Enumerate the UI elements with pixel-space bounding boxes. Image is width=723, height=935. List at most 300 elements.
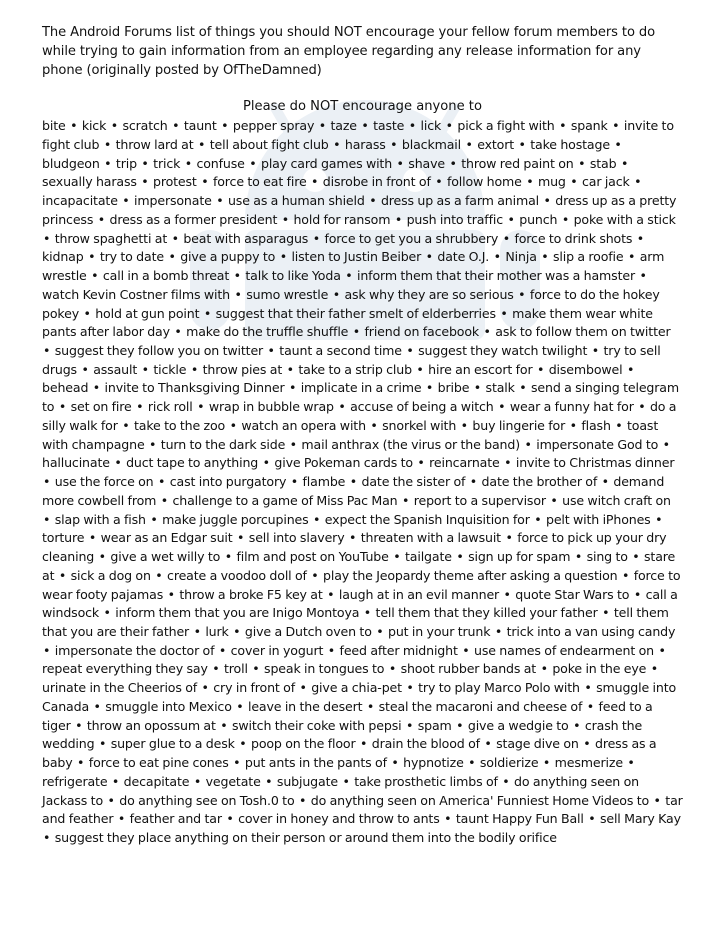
list-item: give a Dutch oven to	[244, 624, 372, 640]
list-item: invite to fight club	[42, 118, 674, 152]
bullet-separator: •	[633, 586, 642, 602]
list-item: spam	[417, 717, 452, 733]
list-item: film and post on YouTube	[236, 549, 389, 565]
list-item: feather and tar	[129, 811, 222, 827]
list-item: sell Mary Kay	[599, 811, 681, 827]
bullet-separator: •	[401, 492, 410, 508]
bullet-separator: •	[405, 717, 414, 733]
bullet-separator: •	[93, 698, 101, 714]
list-item: smuggle into Canada	[42, 680, 677, 714]
list-item: switch their coke with pepsi	[231, 717, 402, 733]
bullet-separator: •	[43, 230, 51, 246]
list-item: listen to Justin Beiber	[291, 249, 422, 265]
intro-paragraph: The Android Forums list of things you should NOT encourage your fellow forum members to do while trying to gain information from an employee regarding any release information for any phone (originally posted by OfTheDamned)	[42, 25, 656, 78]
bullet-separator: •	[43, 474, 51, 490]
bullet-separator: •	[43, 642, 51, 658]
bullet-separator: •	[504, 455, 512, 471]
list-item: taste	[373, 118, 405, 134]
list-item: cover in honey and throw to ants	[238, 811, 440, 827]
list-item: invite to Thanksgiving Dinner	[104, 380, 285, 396]
bullet-separator: •	[655, 511, 663, 527]
list-item: urinate in the Cheerios of	[42, 680, 198, 696]
bullet-separator: •	[493, 249, 501, 265]
list-item: watch Kevin Costner films with	[42, 286, 230, 302]
list-item: flash	[581, 417, 611, 433]
list-item: date the sister of	[361, 474, 466, 490]
list-item: snorkel with	[382, 417, 457, 433]
bullet-separator: •	[234, 286, 242, 302]
bullet-separator: •	[83, 305, 91, 321]
list-item: taunt Happy Fun Ball	[455, 811, 584, 827]
bullet-separator: •	[299, 680, 307, 696]
bullet-separator: •	[601, 474, 609, 490]
bullet-separator: •	[327, 642, 336, 658]
list-item: disembowel	[548, 361, 623, 377]
bullet-separator: •	[406, 343, 414, 358]
list-item: send a singing telegram to	[42, 380, 679, 415]
bullet-separator: •	[43, 343, 51, 358]
list-item: blackmail	[401, 136, 461, 152]
bullet-separator: •	[149, 436, 157, 452]
bullet-separator: •	[103, 136, 112, 152]
list-item: force to drink shots	[514, 230, 633, 246]
list-item: sick a dog on	[70, 567, 151, 583]
bullet-separator: •	[345, 268, 353, 284]
bullet-separator: •	[218, 642, 227, 658]
list-item: watch an opera with	[241, 417, 366, 433]
list-item: push into traffic	[406, 211, 503, 227]
list-item: feed to a tiger	[42, 698, 653, 733]
bullet-separator: •	[311, 174, 319, 190]
list-item: force to pick up your dry cleaning	[42, 530, 667, 565]
bullet-separator: •	[569, 417, 577, 433]
bullet-separator: •	[349, 474, 358, 490]
list-item: protest	[152, 174, 197, 190]
bullet-separator: •	[150, 511, 158, 527]
bullet-separator: •	[543, 193, 551, 209]
list-item: disrobe in front of	[322, 174, 431, 190]
list-item: incapacitate	[42, 193, 118, 209]
list-item: mug	[537, 174, 566, 190]
list-item: taunt a second time	[279, 343, 402, 358]
list-item: slap with a fish	[54, 511, 146, 527]
bullet-separator: •	[229, 417, 237, 433]
list-item: report to a supervisor	[413, 492, 546, 508]
bullet-separator: •	[160, 492, 169, 508]
bullet-separator: •	[110, 118, 118, 134]
bullet-separator: •	[583, 736, 591, 752]
list-item: cast into purgatory	[169, 474, 287, 490]
list-item: create a voodoo doll of	[167, 567, 307, 583]
bullet-separator: •	[236, 698, 244, 714]
list-item: bribe	[437, 380, 470, 396]
list-item: poke with a stick	[573, 211, 676, 227]
bullet-separator: •	[518, 136, 526, 152]
bullet-separator: •	[519, 380, 527, 396]
list-item: hold at gun point	[95, 305, 200, 321]
list-item: torture	[42, 530, 85, 546]
list-item: feed after midnight	[339, 642, 458, 658]
list-item: use witch craft on	[562, 492, 671, 508]
list-item: follow home	[446, 174, 522, 190]
list-item: steal the macaroni and cheese of	[378, 698, 583, 714]
list-item: sign up for spam	[468, 549, 571, 565]
list-item: tickle	[153, 361, 187, 377]
bullet-separator: •	[578, 155, 586, 171]
bullet-separator: •	[311, 567, 319, 583]
bullet-separator: •	[390, 136, 398, 152]
bullet-separator: •	[425, 380, 434, 396]
list-item: try to sell drugs	[42, 343, 661, 377]
list-item: ask why they are so serious	[344, 286, 514, 302]
bullet-separator: •	[456, 717, 464, 733]
list-item: make them wear white pants after labor day	[42, 305, 653, 340]
list-item: use as a human shield	[227, 193, 365, 209]
list-item: force to eat pine cones	[88, 755, 229, 771]
list-item: wear a funny hat for	[509, 399, 634, 415]
list-item: expect the Spanish Inquisition for	[324, 511, 530, 527]
bullet-separator: •	[81, 361, 89, 377]
list-item: poke in the eye	[552, 661, 647, 677]
bullet-separator: •	[518, 286, 526, 302]
list-item: trick	[153, 155, 181, 171]
bullet-separator: •	[104, 155, 112, 171]
document-body	[42, 24, 683, 848]
bullet-separator: •	[505, 530, 513, 546]
list-item: do anything see on Tosh.0 to	[119, 792, 295, 808]
list-item: tell them that you are their father	[42, 605, 669, 640]
bullet-separator: •	[233, 268, 241, 284]
bullet-separator: •	[393, 549, 401, 565]
list-item: decapitate	[123, 773, 190, 789]
list-item: suggest they place anything on their person or around them into the bodily orifice	[54, 830, 557, 846]
list-item: super glue to a desk	[110, 736, 235, 752]
do-not-list	[42, 117, 683, 848]
list-item: bludgeon	[42, 155, 100, 171]
bullet-separator: •	[168, 249, 176, 265]
list-item: leave in the desert	[247, 698, 363, 714]
bullet-separator: •	[559, 118, 567, 134]
bullet-separator: •	[376, 624, 384, 640]
list-item: buy lingerie for	[472, 417, 566, 433]
bullet-separator: •	[91, 268, 99, 284]
list-item: pepper spray	[232, 118, 315, 134]
list-item: cover in yogurt	[230, 642, 324, 658]
bullet-separator: •	[190, 361, 199, 377]
list-item: do anything seen on America' Funniest Home Videos to	[310, 792, 650, 808]
bullet-separator: •	[494, 624, 503, 640]
bullet-separator: •	[483, 324, 491, 340]
list-item: call a windsock	[42, 586, 678, 621]
bullet-separator: •	[561, 211, 570, 227]
bullet-separator: •	[627, 755, 635, 771]
bullet-separator: •	[220, 717, 228, 733]
bullet-separator: •	[201, 680, 209, 696]
bullet-separator: •	[172, 118, 180, 134]
bullet-separator: •	[167, 586, 175, 602]
list-item: scratch	[122, 118, 168, 134]
bullet-separator: •	[626, 361, 635, 377]
bullet-separator: •	[201, 174, 209, 190]
list-item: toast with champagne	[42, 417, 659, 452]
list-item: take to the zoo	[133, 417, 226, 433]
bullet-separator: •	[262, 455, 270, 471]
bullet-separator: •	[484, 736, 492, 752]
list-item: threaten with a lawsuit	[360, 530, 501, 546]
list-item: impersonate God to	[536, 436, 659, 452]
bullet-separator: •	[500, 305, 508, 321]
bullet-separator: •	[621, 567, 630, 583]
list-item: troll	[224, 661, 248, 677]
bullet-separator: •	[352, 324, 361, 340]
list-item: soldierize	[479, 755, 539, 771]
bullet-separator: •	[117, 811, 126, 827]
bullet-separator: •	[342, 773, 350, 789]
bullet-separator: •	[638, 399, 646, 415]
list-item: dress as a baby	[42, 736, 657, 771]
bullet-separator: •	[212, 661, 220, 677]
list-item: make do the truffle shuffle	[186, 324, 349, 340]
list-item: cry in front of	[213, 680, 295, 696]
list-item: invite to Christmas dinner	[515, 455, 675, 471]
bullet-separator: •	[193, 624, 201, 640]
bullet-separator: •	[233, 755, 241, 771]
bullet-separator: •	[58, 567, 67, 583]
list-item: sexually harass	[42, 174, 137, 190]
list-item: demand more cowbell from	[42, 474, 665, 508]
list-item: challenge to a game of Miss Pac Man	[172, 492, 398, 508]
list-item: rick roll	[147, 399, 193, 415]
bullet-separator: •	[550, 492, 558, 508]
bullet-separator: •	[174, 324, 182, 340]
bullet-separator: •	[584, 680, 592, 696]
bullet-separator: •	[620, 155, 629, 171]
bullet-separator: •	[612, 118, 620, 134]
list-item: repeat everything they say	[42, 661, 208, 677]
list-item: impersonate	[134, 193, 212, 209]
bullet-separator: •	[216, 193, 224, 209]
list-item: lurk	[205, 624, 229, 640]
bullet-separator: •	[460, 417, 468, 433]
bullet-separator: •	[498, 399, 506, 415]
bullet-separator: •	[614, 136, 622, 152]
bullet-separator: •	[141, 361, 149, 377]
bullet-separator: •	[327, 586, 335, 602]
bullet-separator: •	[224, 549, 232, 565]
bullet-separator: •	[396, 155, 404, 171]
list-item: hypnotize	[403, 755, 464, 771]
list-item: throw lard at	[115, 136, 194, 152]
bullet-separator: •	[171, 230, 179, 246]
bullet-separator: •	[141, 155, 149, 171]
list-item: throw red paint on	[461, 155, 574, 171]
bullet-separator: •	[348, 530, 357, 546]
bullet-separator: •	[290, 474, 299, 490]
bullet-separator: •	[58, 399, 67, 415]
list-item: tell them that they killed your father	[375, 605, 598, 621]
list-item: pelt with iPhones	[545, 511, 651, 527]
list-item: car jack	[582, 174, 630, 190]
list-item: pick a fight with	[457, 118, 555, 134]
list-item: dress as a former president	[109, 211, 278, 227]
list-item: kidnap	[42, 249, 84, 265]
list-item: hallucinate	[42, 455, 110, 471]
bullet-separator: •	[406, 680, 414, 696]
list-item: suggest that their father smelt of elderberries	[215, 305, 496, 321]
bullet-separator: •	[312, 230, 320, 246]
bullet-separator: •	[97, 211, 105, 227]
list-item: crash the wedding	[42, 717, 643, 752]
list-item: give a wedgie to	[467, 717, 569, 733]
bullet-separator: •	[502, 773, 510, 789]
list-item: bite	[42, 118, 66, 134]
list-item: extort	[477, 136, 515, 152]
bullet-separator: •	[103, 605, 111, 621]
bullet-separator: •	[627, 249, 636, 265]
list-item: slip a roofie	[552, 249, 624, 265]
list-item: flambe	[302, 474, 346, 490]
list-item: stare at	[42, 549, 676, 583]
bullet-separator: •	[114, 455, 122, 471]
list-item: dress up as a pretty princess	[42, 193, 677, 227]
bullet-separator: •	[634, 174, 642, 190]
bullet-separator: •	[570, 174, 578, 190]
list-item: throw pies at	[202, 361, 283, 377]
list-item: give a wet willy to	[110, 549, 221, 565]
bullet-separator: •	[265, 773, 273, 789]
list-item: poop on the floor	[250, 736, 356, 752]
list-item: stalk	[485, 380, 515, 396]
bullet-separator: •	[338, 399, 346, 415]
list-item: force to do the hokey pokey	[42, 286, 660, 321]
list-item: sell into slavery	[248, 530, 345, 546]
bullet-separator: •	[197, 136, 206, 152]
list-item: wear as an Edgar suit	[100, 530, 233, 546]
list-item: spank	[570, 118, 608, 134]
bullet-separator: •	[298, 792, 307, 808]
list-item: stab	[589, 155, 617, 171]
bullet-separator: •	[449, 155, 457, 171]
list-item: kick	[81, 118, 107, 134]
bullet-separator: •	[388, 661, 397, 677]
bullet-separator: •	[534, 511, 542, 527]
bullet-separator: •	[197, 399, 205, 415]
list-item: inform them that you are Inigo Montoya	[115, 605, 360, 621]
list-item: friend on facebook	[364, 324, 480, 340]
bullet-separator: •	[136, 399, 144, 415]
list-item: wrap in bubble wrap	[208, 399, 334, 415]
bullet-separator: •	[435, 174, 443, 190]
bullet-separator: •	[359, 736, 368, 752]
bullet-separator: •	[239, 736, 247, 752]
list-item: speak in tongues to	[264, 661, 385, 677]
list-item: give a puppy to	[180, 249, 276, 265]
bullet-separator: •	[588, 811, 596, 827]
list-item: take hostage	[530, 136, 610, 152]
bullet-separator: •	[573, 717, 581, 733]
bullet-separator: •	[155, 567, 163, 583]
bullet-separator: •	[249, 155, 257, 171]
list-item: tailgate	[404, 549, 452, 565]
bullet-separator: •	[465, 136, 473, 152]
list-item: tar and feather	[42, 792, 683, 827]
bullet-separator: •	[526, 174, 534, 190]
list-item: vegetate	[205, 773, 261, 789]
bullet-separator: •	[77, 755, 85, 771]
list-item: take to a strip club	[298, 361, 412, 377]
bullet-separator: •	[288, 380, 297, 396]
list-item: put ants in the pants of	[244, 755, 387, 771]
list-item: behead	[42, 380, 89, 396]
bullet-separator: •	[662, 436, 670, 452]
bullet-separator: •	[586, 698, 594, 714]
list-item: inform them that their mother was a hamster	[357, 268, 635, 284]
list-item: do anything seen on Jackass to	[42, 773, 639, 808]
bullet-separator: •	[107, 792, 115, 808]
list-item: use names of endearment on	[474, 642, 654, 658]
list-item: play card games with	[260, 155, 393, 171]
list-item: make juggle porcupines	[162, 511, 309, 527]
bullet-separator: •	[369, 193, 377, 209]
bullet-separator: •	[370, 417, 378, 433]
bullet-separator: •	[540, 661, 548, 677]
bullet-separator: •	[650, 661, 659, 677]
list-item: dress up as a farm animal	[380, 193, 539, 209]
bullet-separator: •	[70, 118, 78, 134]
bullet-separator: •	[98, 736, 107, 752]
list-item: confuse	[196, 155, 245, 171]
list-item: sing to	[586, 549, 628, 565]
bullet-separator: •	[203, 305, 212, 321]
list-item: beat with asparagus	[183, 230, 309, 246]
bullet-separator: •	[473, 380, 482, 396]
bullet-separator: •	[237, 530, 245, 546]
list-item: take prosthetic limbs of	[354, 773, 498, 789]
list-item: shave	[408, 155, 445, 171]
list-item: refrigerate	[42, 773, 108, 789]
bullet-separator: •	[425, 249, 433, 265]
list-item: force to eat fire	[212, 174, 307, 190]
bullet-separator: •	[158, 474, 166, 490]
list-item: duct tape to anything	[126, 455, 259, 471]
list-item: throw spaghetti at	[54, 230, 168, 246]
list-item: assault	[93, 361, 138, 377]
list-item: smuggle into Mexico	[105, 698, 232, 714]
bullet-separator: •	[542, 755, 551, 771]
bullet-separator: •	[416, 361, 424, 377]
bullet-separator: •	[445, 118, 453, 134]
list-item: Ninja	[505, 249, 537, 265]
list-item: date O.J.	[437, 249, 490, 265]
bullet-separator: •	[639, 268, 647, 284]
bullet-separator: •	[333, 136, 341, 152]
bullet-separator: •	[281, 211, 289, 227]
list-item: quote Star Wars to	[515, 586, 630, 602]
list-item: force to wear footy pajamas	[42, 567, 681, 602]
list-item: ask to follow them on twitter	[495, 324, 671, 340]
bullet-separator: •	[88, 249, 96, 265]
bullet-separator: •	[318, 118, 327, 134]
list-item: mail anthrax (the virus or the band)	[301, 436, 520, 452]
list-item: suggest they follow you on twitter	[54, 343, 264, 358]
bullet-separator: •	[502, 230, 510, 246]
bullet-separator: •	[286, 361, 294, 377]
list-item: do a silly walk for	[42, 399, 677, 433]
list-item: arm wrestle	[42, 249, 665, 284]
list-item: drain the blood of	[371, 736, 480, 752]
list-item: set on fire	[70, 399, 132, 415]
bullet-separator: •	[591, 343, 600, 358]
